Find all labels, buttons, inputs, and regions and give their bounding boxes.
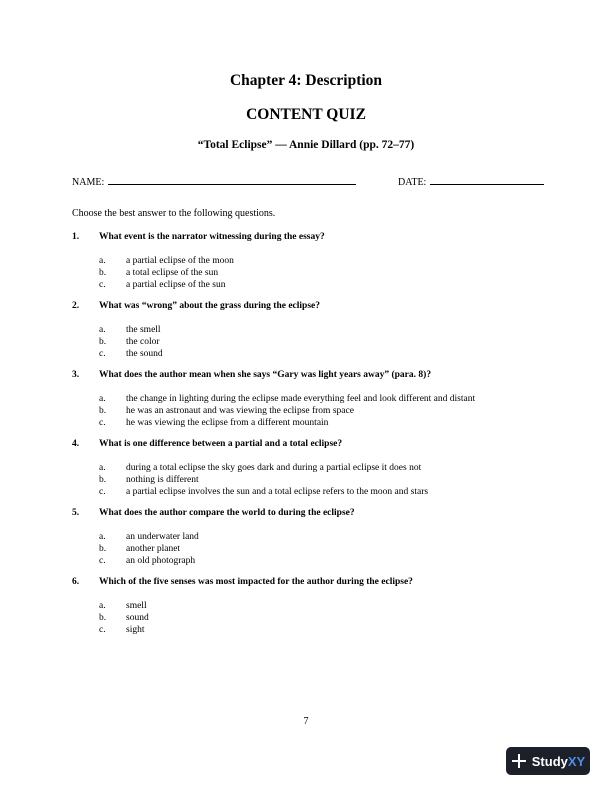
brand-name: Study bbox=[531, 753, 568, 769]
option-letter: c. bbox=[99, 487, 106, 497]
option-text: another planet bbox=[126, 544, 181, 554]
option-text: the color bbox=[126, 337, 160, 347]
chapter-title: Chapter 4: Description bbox=[229, 72, 383, 89]
question-list bbox=[72, 231, 542, 645]
option-letter: c. bbox=[99, 349, 106, 359]
option-text: sound bbox=[126, 613, 149, 623]
answer-option bbox=[99, 556, 542, 567]
question-text: Which of the five senses was most impacted for the author during the eclipse? bbox=[99, 577, 413, 587]
option-text: an old photograph bbox=[126, 556, 196, 566]
option-letter: c. bbox=[99, 556, 106, 566]
question-text: What event is the narrator witnessing during the essay? bbox=[99, 232, 325, 242]
option-letter: b. bbox=[99, 613, 107, 623]
option-text: he was an astronaut and was viewing the eclipse from space bbox=[126, 406, 354, 416]
option-letter: a. bbox=[99, 394, 106, 404]
option-letter: a. bbox=[99, 463, 106, 473]
answer-option bbox=[99, 325, 542, 336]
option-letter: a. bbox=[99, 601, 106, 611]
question-2 bbox=[72, 300, 542, 360]
option-text: a partial eclipse involves the sun and a total eclipse refers to the moon and stars bbox=[126, 487, 429, 497]
quiz-title: CONTENT QUIZ bbox=[246, 106, 366, 123]
option-text: he was viewing the eclipse from a different mountain bbox=[126, 418, 329, 428]
option-text: sight bbox=[126, 625, 145, 635]
option-letter: a. bbox=[99, 256, 106, 266]
essay-subtitle: “Total Eclipse” — Annie Dillard (pp. 72–77) bbox=[197, 139, 415, 151]
question-6 bbox=[72, 576, 542, 636]
name-field[interactable] bbox=[72, 175, 356, 188]
option-text: during a total eclipse the sky goes dark and during a partial eclipse it does not bbox=[126, 463, 422, 473]
date-label: DATE: bbox=[398, 177, 427, 188]
answer-option bbox=[99, 394, 542, 405]
option-text: a partial eclipse of the moon bbox=[126, 256, 234, 266]
option-letter: c. bbox=[99, 625, 106, 635]
name-label: NAME: bbox=[72, 177, 105, 188]
question-number: 5. bbox=[72, 508, 80, 518]
option-text: the smell bbox=[126, 325, 161, 335]
question-number: 1. bbox=[72, 232, 80, 242]
answer-option bbox=[99, 349, 542, 360]
plus-icon bbox=[511, 753, 527, 769]
question-5 bbox=[72, 507, 542, 567]
answer-option bbox=[99, 544, 542, 555]
option-letter: b. bbox=[99, 268, 107, 278]
answer-option bbox=[99, 463, 542, 474]
question-3 bbox=[72, 369, 542, 429]
question-4 bbox=[72, 438, 542, 498]
question-number: 6. bbox=[72, 577, 80, 587]
answer-option bbox=[99, 613, 542, 624]
answer-option bbox=[99, 406, 542, 417]
answer-option bbox=[99, 601, 542, 612]
answer-option bbox=[99, 487, 542, 498]
option-text: a partial eclipse of the sun bbox=[126, 280, 226, 290]
option-letter: a. bbox=[99, 532, 106, 542]
answer-option bbox=[99, 475, 542, 486]
studyxy-badge[interactable] bbox=[506, 747, 590, 775]
question-number: 4. bbox=[72, 439, 80, 449]
date-field[interactable] bbox=[398, 175, 544, 188]
answer-option bbox=[99, 532, 542, 543]
answer-option bbox=[99, 337, 542, 348]
answer-option bbox=[99, 268, 542, 279]
question-number: 2. bbox=[72, 301, 80, 311]
question-text: What does the author mean when she says “Gary was light years away” (para. 8)? bbox=[99, 370, 432, 380]
date-underline[interactable] bbox=[430, 175, 544, 185]
option-letter: a. bbox=[99, 325, 106, 335]
option-letter: b. bbox=[99, 475, 107, 485]
option-text: an underwater land bbox=[126, 532, 199, 542]
question-text: What does the author compare the world to during the eclipse? bbox=[99, 508, 355, 518]
option-letter: c. bbox=[99, 418, 106, 428]
option-letter: b. bbox=[99, 337, 107, 347]
answer-option bbox=[99, 625, 542, 636]
option-text: the change in lighting during the eclipse made everything feel and look different and distant bbox=[126, 394, 476, 404]
answer-option bbox=[99, 256, 542, 267]
answer-option bbox=[99, 418, 542, 429]
instructions: Choose the best answer to the following questions. bbox=[72, 208, 276, 219]
question-1 bbox=[72, 231, 542, 291]
question-text: What was “wrong” about the grass during the eclipse? bbox=[99, 301, 320, 311]
option-text: the sound bbox=[126, 349, 163, 359]
option-letter: c. bbox=[99, 280, 106, 290]
question-text: What is one difference between a partial and a total eclipse? bbox=[99, 439, 343, 449]
page-number: 7 bbox=[303, 716, 309, 727]
option-text: a total eclipse of the sun bbox=[126, 268, 219, 278]
option-text: smell bbox=[126, 601, 147, 611]
option-letter: b. bbox=[99, 406, 107, 416]
option-text: nothing is different bbox=[126, 475, 199, 485]
brand-accent: XY bbox=[567, 753, 586, 769]
question-number: 3. bbox=[72, 370, 80, 380]
answer-option bbox=[99, 280, 542, 291]
name-underline[interactable] bbox=[108, 175, 356, 185]
option-letter: b. bbox=[99, 544, 107, 554]
